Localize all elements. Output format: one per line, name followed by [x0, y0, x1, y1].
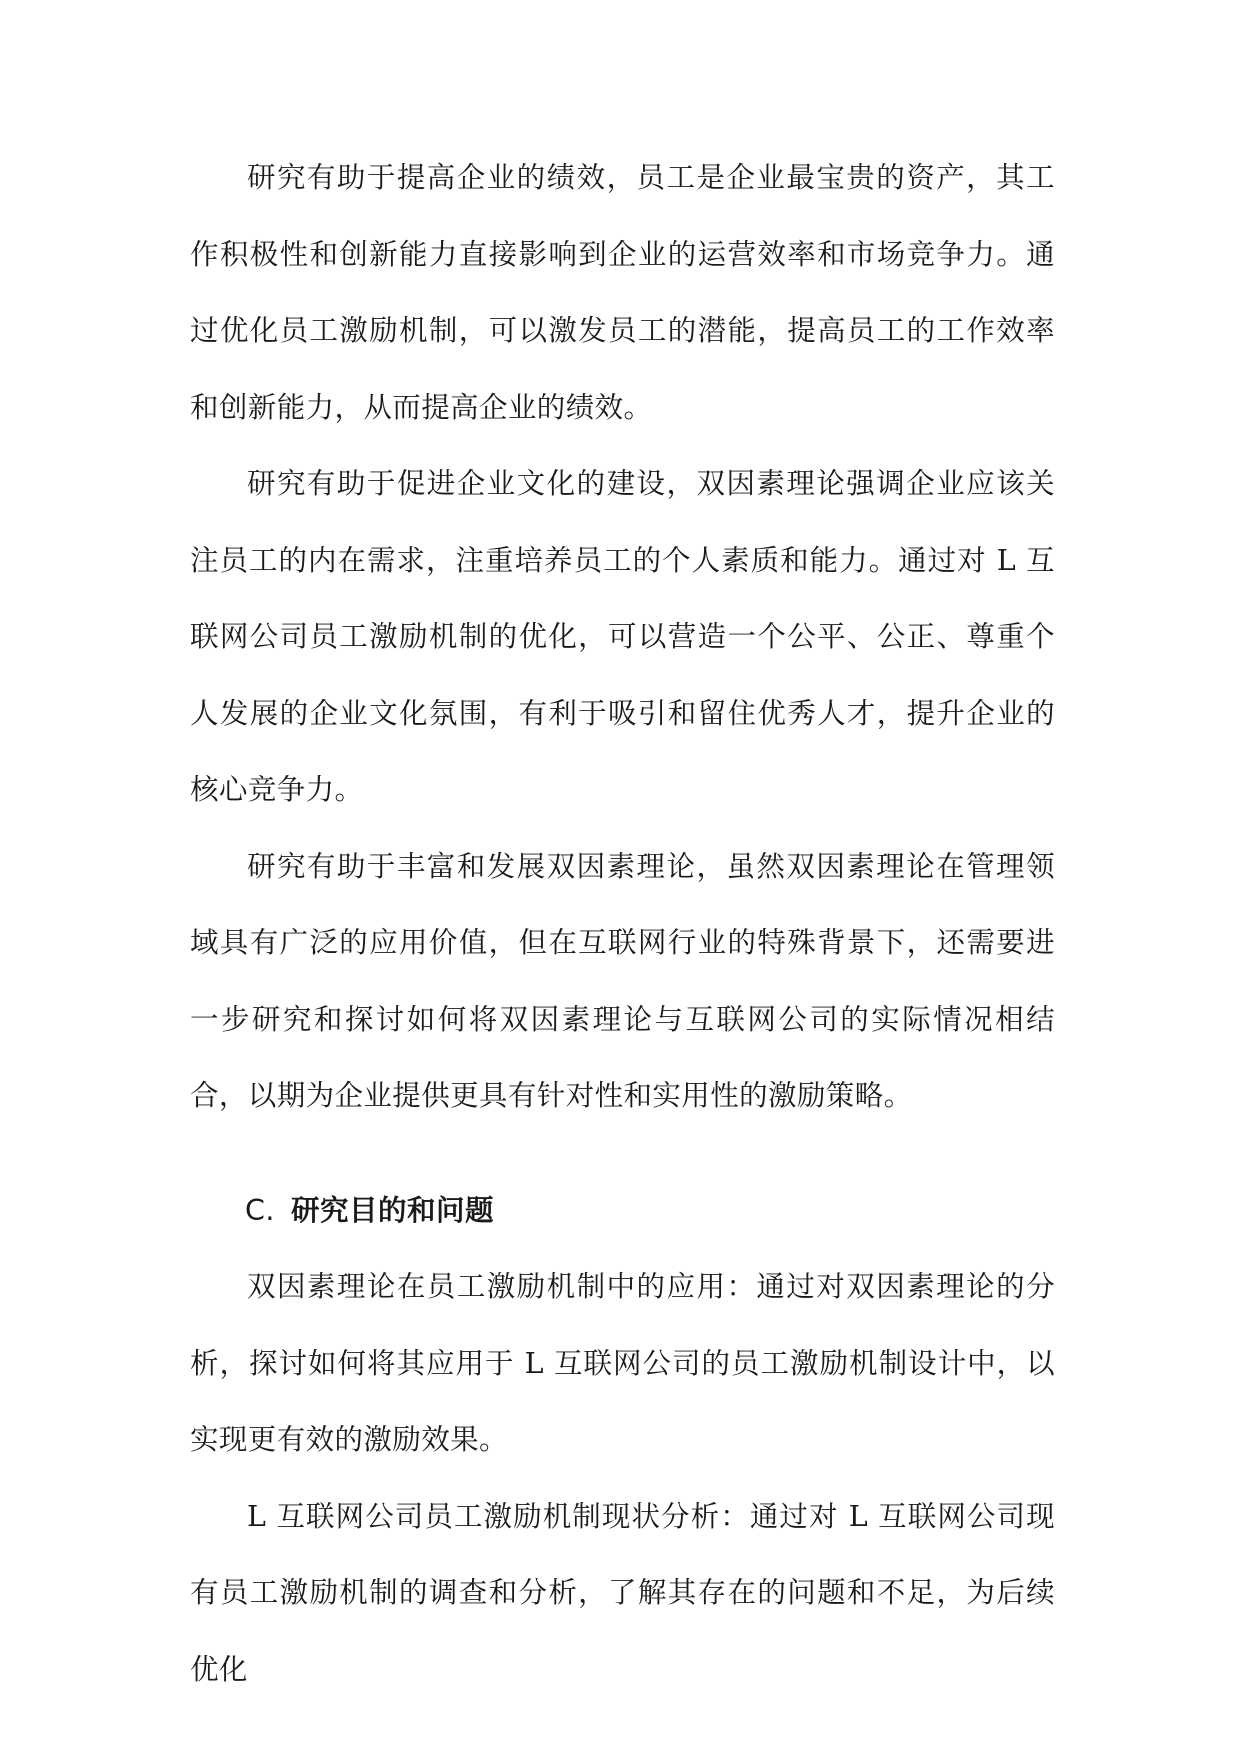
paragraph-culture: 研究有助于促进企业文化的建设，双因素理论强调企业应该关注员工的内在需求，注重培养员工的个人素质和能力。通过对 L 互联网公司员工激励机制的优化，可以营造一个公平、公正、尊重个人发展的企业文化氛围，有利于吸引和留住优秀人才，提升企业的核心竞争力。 — [190, 467, 1055, 806]
paragraph-theory: 研究有助于丰富和发展双因素理论，虽然双因素理论在管理领域具有广泛的应用价值，但在互联网行业的特殊背景下，还需要进一步研究和探讨如何将双因素理论与互联网公司的实际情况相结合，以期为企业提供更具有针对性和实用性的激励策略。 — [190, 849, 1055, 1112]
section-number: C. — [245, 1193, 275, 1227]
section-title: 研究目的和问题 — [290, 1193, 494, 1227]
paragraph-status-analysis: L 互联网公司员工激励机制现状分析：通过对 L 互联网公司现有员工激励机制的调查和分析，了解其存在的问题和不足，为后续优化 — [190, 1499, 1055, 1686]
section-heading-c — [190, 1173, 1055, 1250]
document-body — [190, 140, 1055, 1708]
paragraph-application: 双因素理论在员工激励机制中的应用：通过对双因素理论的分析，探讨如何将其应用于 L 互联网公司的员工激励机制设计中，以实现更有效的激励效果。 — [190, 1270, 1055, 1456]
paragraph-performance: 研究有助于提高企业的绩效，员工是企业最宝贵的资产，其工作积极性和创新能力直接影响到企业的运营效率和市场竞争力。通过优化员工激励机制，可以激发员工的潜能，提高员工的工作效率和创新能力，从而提高企业的绩效。 — [190, 161, 1055, 424]
